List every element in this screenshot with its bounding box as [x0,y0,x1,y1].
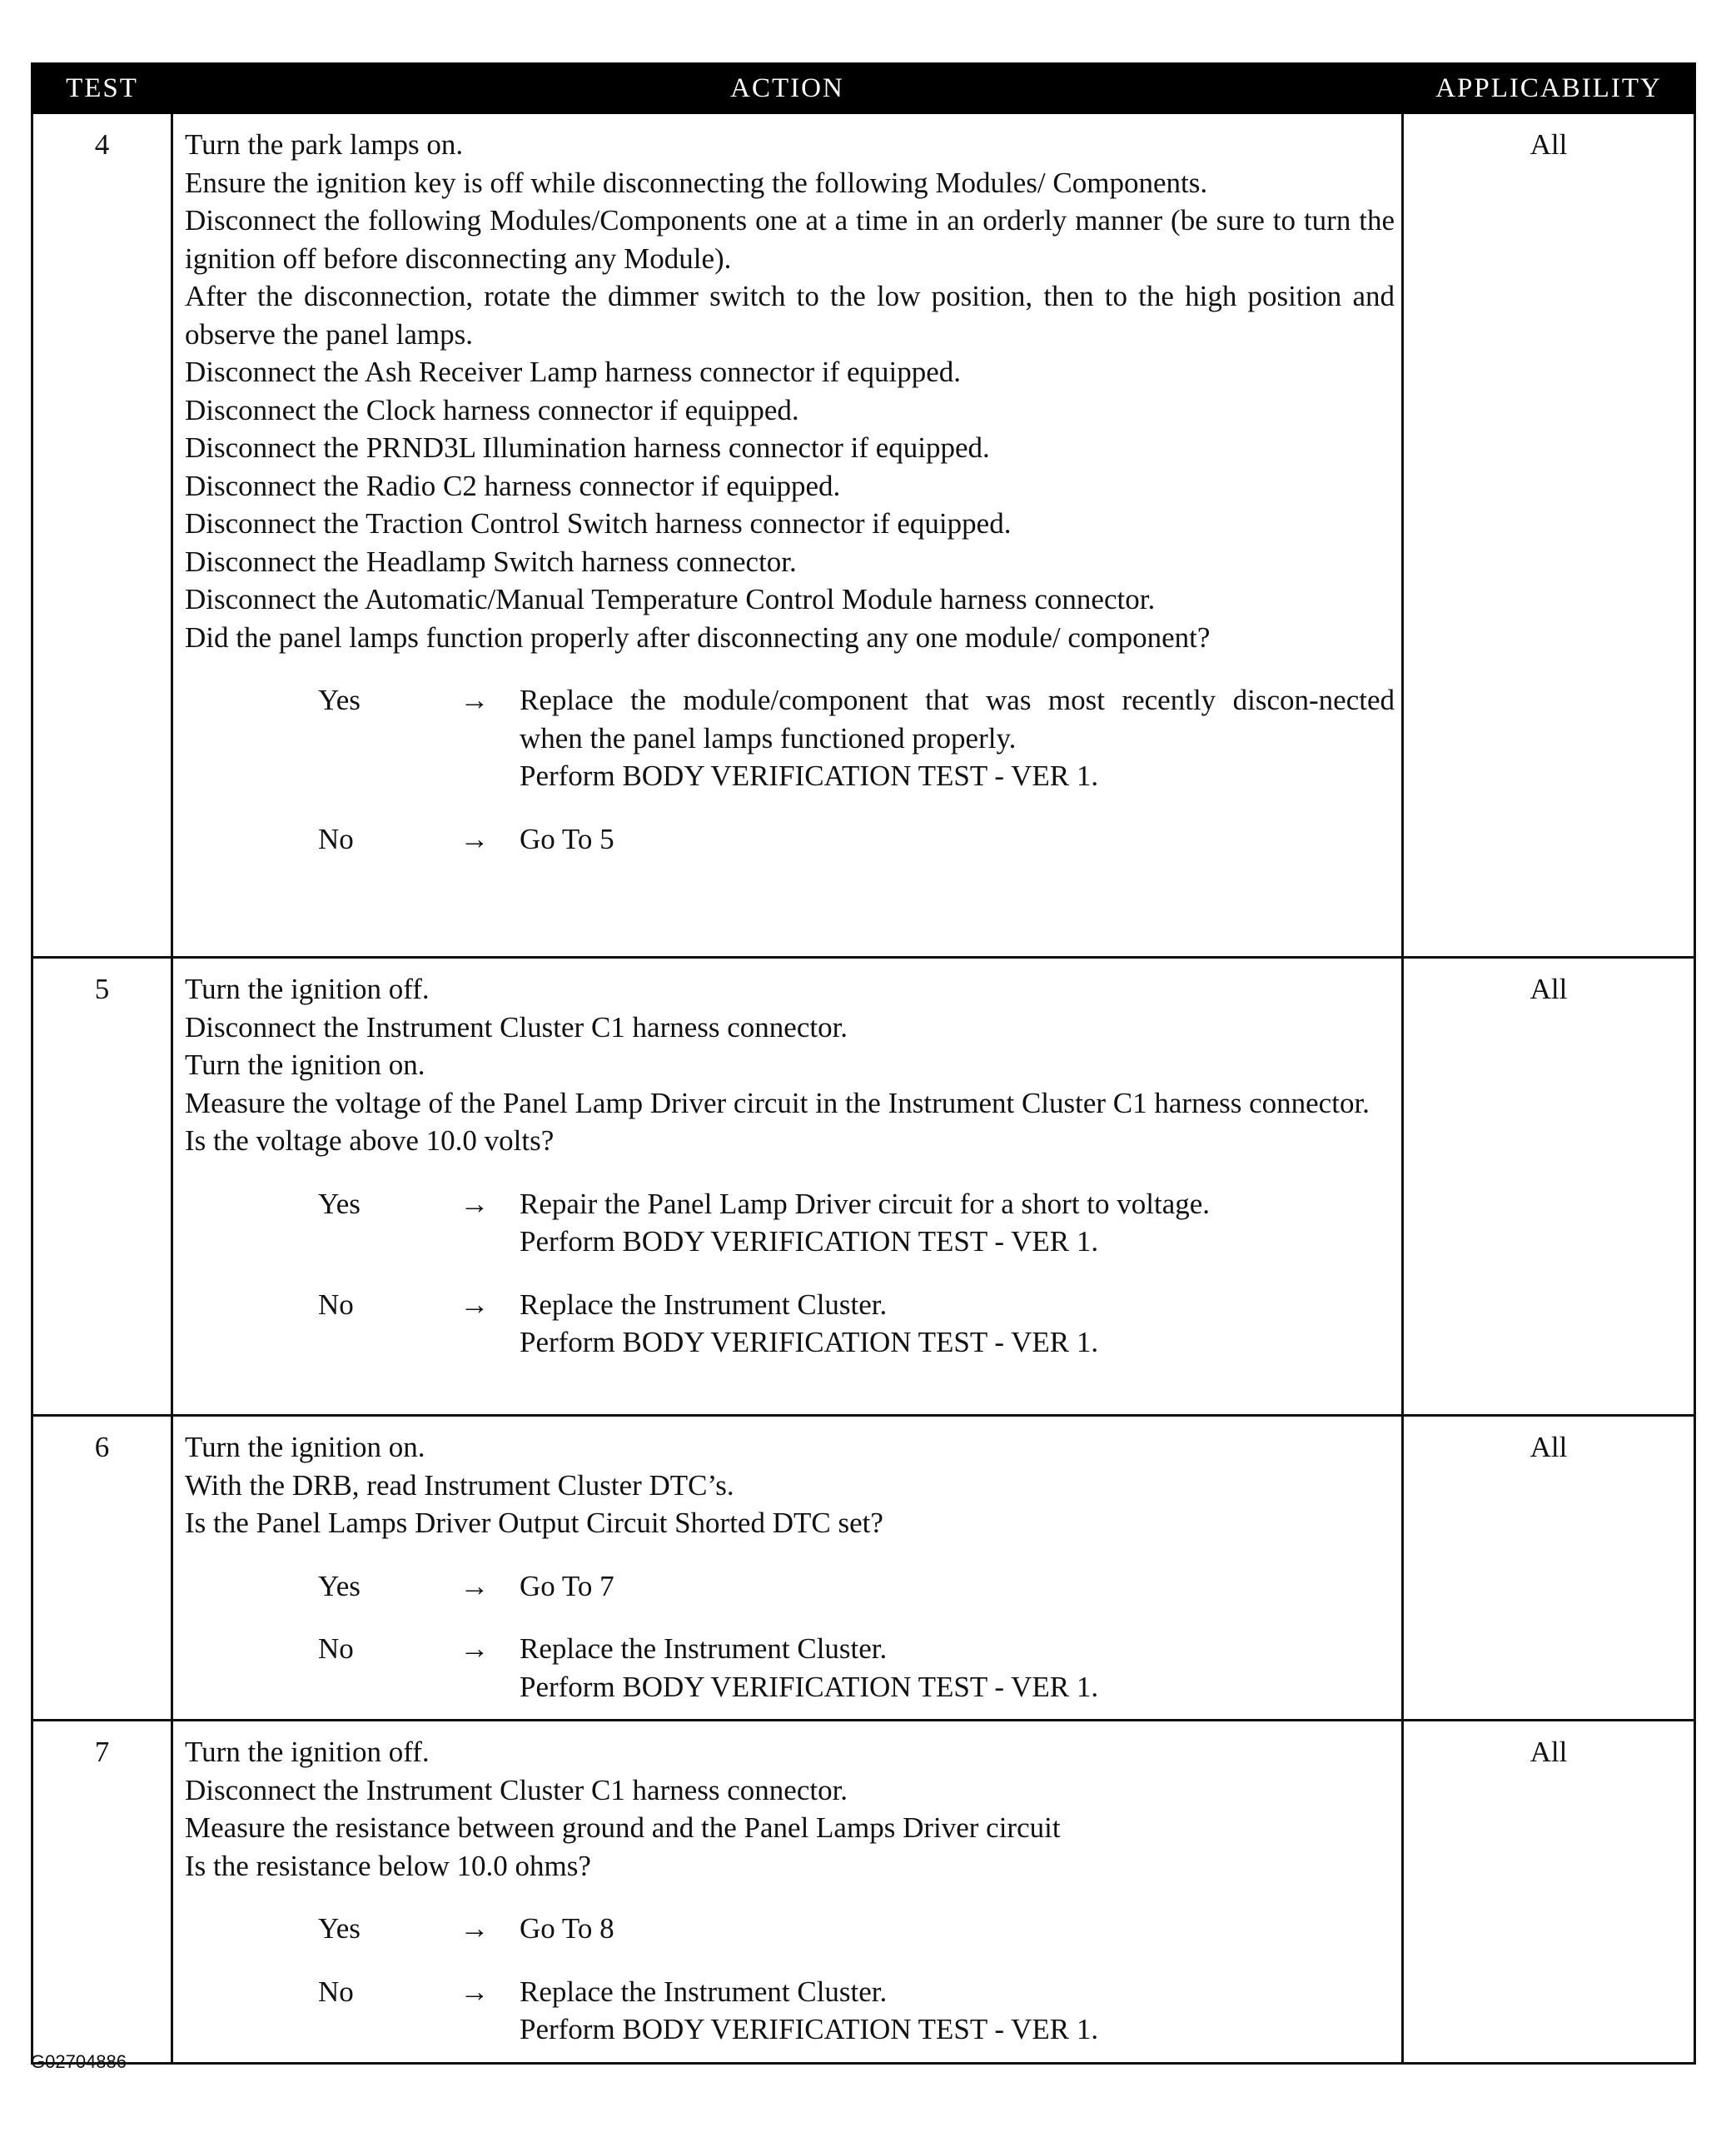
action-step: Disconnect the following Modules/Components one at a time in an orderly manner (be sure to turn the ignition off before disconnecting any Module). [185,204,1395,275]
figure-id: G02704886 [31,2051,127,2072]
action-step: Turn the ignition off. [185,973,430,1005]
header-action: ACTION [172,64,1403,113]
result-label: Yes [318,1912,361,1945]
action-step: Disconnect the Instrument Cluster C1 harness connector. [185,1773,848,1806]
result-text [498,681,1395,795]
table-row [32,113,1695,958]
action-step: Turn the ignition on. [185,1049,425,1081]
result-text [498,820,1395,859]
result-line: Perform BODY VERIFICATION TEST - VER 1. [520,1225,1099,1258]
arrow-icon: → [460,1288,490,1321]
action-step: Turn the ignition off. [185,1736,430,1768]
action-step: Turn the ignition on. [185,1431,425,1463]
action-step: Measure the resistance between ground and the Panel Lamps Driver circuit [185,1811,1061,1844]
result-label: No [318,822,354,855]
action-step: Disconnect the PRND3L Illumination harness connector if equipped. [185,431,990,464]
action-step: Is the Panel Lamps Driver Output Circuit Shorted DTC set? [185,1507,883,1539]
result-yes [185,1185,1395,1261]
action-step: Turn the park lamps on. [185,128,464,161]
arrow-icon: → [460,1632,490,1665]
applicability-value: All [1403,958,1695,1416]
result-text [498,1567,1395,1606]
action-step: Disconnect the Automatic/Manual Temperature Control Module harness connector. [185,583,1156,615]
action-step: Is the voltage above 10.0 volts? [185,1124,555,1157]
result-no [185,1630,1395,1706]
action-step: With the DRB, read Instrument Cluster DTC’s. [185,1468,734,1502]
result-text [498,1910,1395,1948]
header-test: TEST [32,64,172,113]
action-cell [172,1416,1403,1721]
result-line: Replace the Instrument Cluster. [520,1632,888,1665]
result-line: Perform BODY VERIFICATION TEST - VER 1. [520,1326,1099,1358]
result-label: No [318,1632,354,1665]
result-line: Go To 7 [520,1569,614,1602]
diagnostic-table [31,62,1696,2065]
action-cell [172,1721,1403,2064]
result-label: Yes [318,684,361,716]
result-line: Go To 8 [520,1912,614,1945]
result-line: Perform BODY VERIFICATION TEST - VER 1. [520,2013,1099,2045]
header-applicability: APPLICABILITY [1403,64,1695,113]
action-step: Disconnect the Traction Control Switch harness connector if equipped. [185,507,1012,540]
action-step: Disconnect the Clock harness connector if equipped. [185,393,799,426]
result-text [498,1185,1395,1261]
action-step: Ensure the ignition key is off while disconnecting the following Modules/ Components. [185,166,1208,199]
table-row [32,958,1695,1416]
action-step: Did the panel lamps function properly after disconnecting any one module/ component? [185,620,1211,654]
result-text [498,1973,1395,2049]
action-step: Disconnect the Instrument Cluster C1 harness connector. [185,1010,848,1044]
test-number: 6 [32,1416,172,1721]
arrow-icon: → [460,684,490,716]
action-step: Measure the voltage of the Panel Lamp Driver circuit in the Instrument Cluster C1 harness connector. [185,1086,1370,1119]
applicability-value: All [1403,113,1695,958]
result-line: Replace the Instrument Cluster. [520,1975,888,2008]
result-line: Replace the module/component that was most recently discon-nected when the panel lamps functioned properly. [520,684,1395,755]
action-cell [172,113,1403,958]
result-no [185,820,1395,859]
result-line: Repair the Panel Lamp Driver circuit for a short to voltage. [520,1187,1211,1220]
table-header-row [32,64,1695,113]
result-yes [185,1567,1395,1606]
result-line: Perform BODY VERIFICATION TEST - VER 1. [520,1670,1099,1703]
test-number: 7 [32,1721,172,2064]
result-line: Replace the Instrument Cluster. [520,1288,888,1321]
result-label: Yes [318,1569,361,1602]
result-text [498,1630,1395,1706]
table-row [32,1721,1695,2064]
result-no [185,1286,1395,1362]
arrow-icon: → [460,1975,490,2008]
action-step: After the disconnection, rotate the dimmer switch to the low position, then to the high position and observe the panel lamps. [185,280,1395,351]
arrow-icon: → [460,822,490,855]
table-body [32,113,1695,2064]
action-step: Disconnect the Ash Receiver Lamp harness connector if equipped. [185,356,962,388]
arrow-icon: → [460,1187,490,1220]
result-label: No [318,1288,354,1321]
result-line: Go To 5 [520,822,614,855]
result-no [185,1973,1395,2049]
arrow-icon: → [460,1912,490,1945]
result-label: Yes [318,1187,361,1220]
diagnostic-page [31,62,1694,2065]
arrow-icon: → [460,1569,490,1602]
result-yes [185,1910,1395,1948]
applicability-value: All [1403,1416,1695,1721]
test-number: 4 [32,113,172,958]
action-step: Disconnect the Radio C2 harness connector if equipped. [185,469,841,502]
result-yes [185,681,1395,795]
result-label: No [318,1975,354,2008]
action-step: Is the resistance below 10.0 ohms? [185,1849,591,1882]
applicability-value: All [1403,1721,1695,2064]
result-text [498,1286,1395,1362]
test-number: 5 [32,958,172,1416]
action-step: Disconnect the Headlamp Switch harness connector. [185,545,797,578]
result-line: Perform BODY VERIFICATION TEST - VER 1. [520,760,1099,792]
action-cell [172,958,1403,1416]
table-row [32,1416,1695,1721]
